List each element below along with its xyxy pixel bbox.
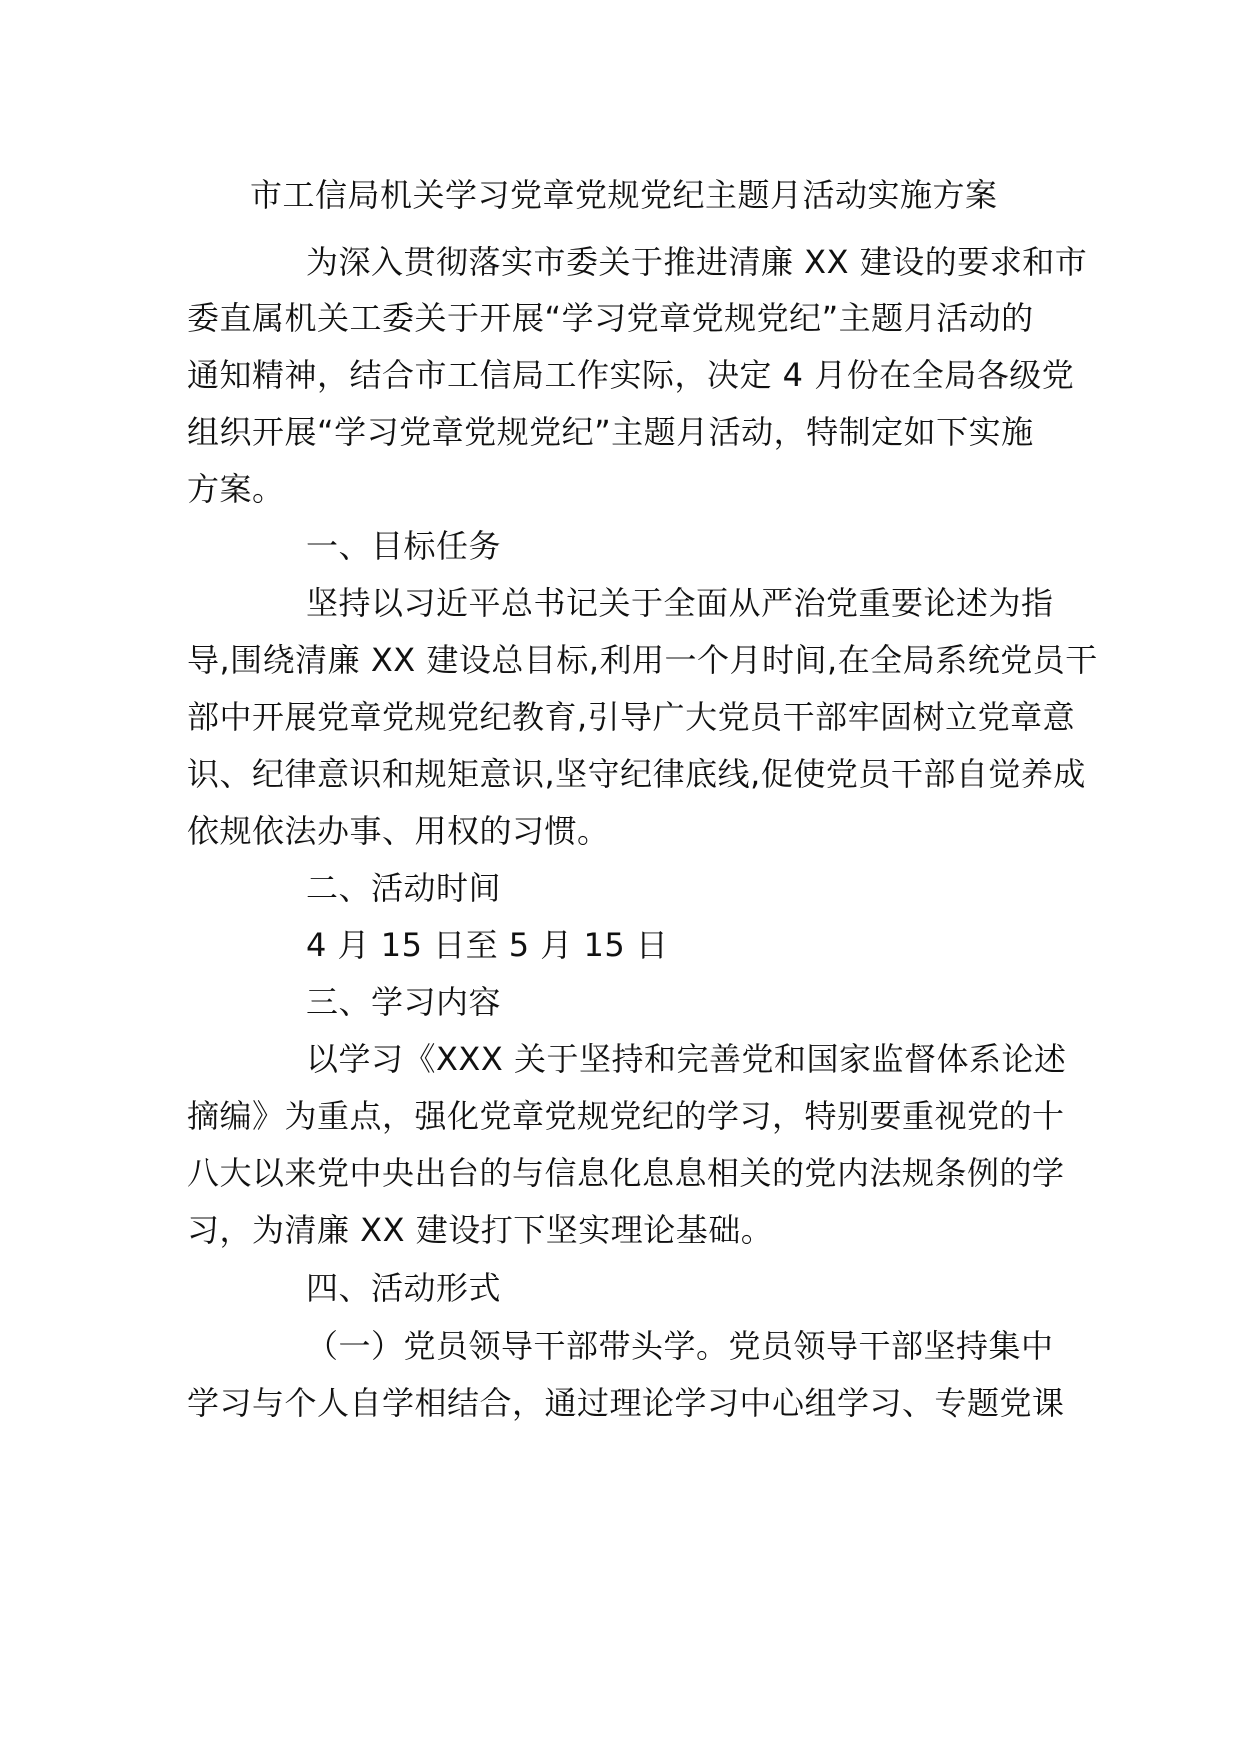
- paragraph-line: 依规依法办事、用权的习惯。: [187, 812, 610, 850]
- paragraph-line: 部中开展党章党规党纪教育,引导广大党员干部牢固树立党章意: [187, 698, 1076, 736]
- paragraph-line: （一）党员领导干部带头学。党员领导干部坚持集中: [306, 1327, 1054, 1365]
- section-heading: 四、活动形式: [306, 1269, 502, 1307]
- section-heading: 三、学习内容: [306, 983, 502, 1021]
- section-heading: 一、目标任务: [306, 527, 502, 565]
- paragraph-line: 八大以来党中央出台的与信息化息息相关的党内法规条例的学: [187, 1154, 1065, 1192]
- paragraph-line: 坚持以习近平总书记关于全面从严治党重要论述为指: [306, 584, 1054, 622]
- paragraph-line: 组织开展“学习党章党规党纪”主题月活动，特制定如下实施: [187, 413, 1034, 451]
- paragraph-line: 方案。: [187, 470, 285, 508]
- activity-dates: 4 月 15 日至 5 月 15 日: [306, 926, 669, 964]
- document-title: 市工信局机关学习党章党规党纪主题月活动实施方案: [250, 176, 998, 214]
- paragraph-line: 摘编》为重点，强化党章党规党纪的学习，特别要重视党的十: [187, 1097, 1065, 1135]
- paragraph-line: 为深入贯彻落实市委关于推进清廉 XX 建设的要求和市: [306, 243, 1088, 281]
- paragraph-line: 识、纪律意识和规矩意识,坚守纪律底线,促使党员干部自觉养成: [187, 755, 1086, 793]
- paragraph-line: 以学习《XXX 关于坚持和完善党和国家监督体系论述: [306, 1040, 1067, 1078]
- paragraph-line: 习，为清廉 XX 建设打下坚实理论基础。: [187, 1211, 774, 1249]
- section-heading: 二、活动时间: [306, 869, 502, 907]
- paragraph-line: 委直属机关工委关于开展“学习党章党规党纪”主题月活动的: [187, 299, 1034, 337]
- paragraph-line: 通知精神，结合市工信局工作实际，决定 4 月份在全局各级党: [187, 356, 1075, 394]
- paragraph-line: 学习与个人自学相结合，通过理论学习中心组学习、专题党课: [187, 1384, 1065, 1422]
- paragraph-line: 导,围绕清廉 XX 建设总目标,利用一个月时间,在全局系统党员干: [187, 641, 1098, 679]
